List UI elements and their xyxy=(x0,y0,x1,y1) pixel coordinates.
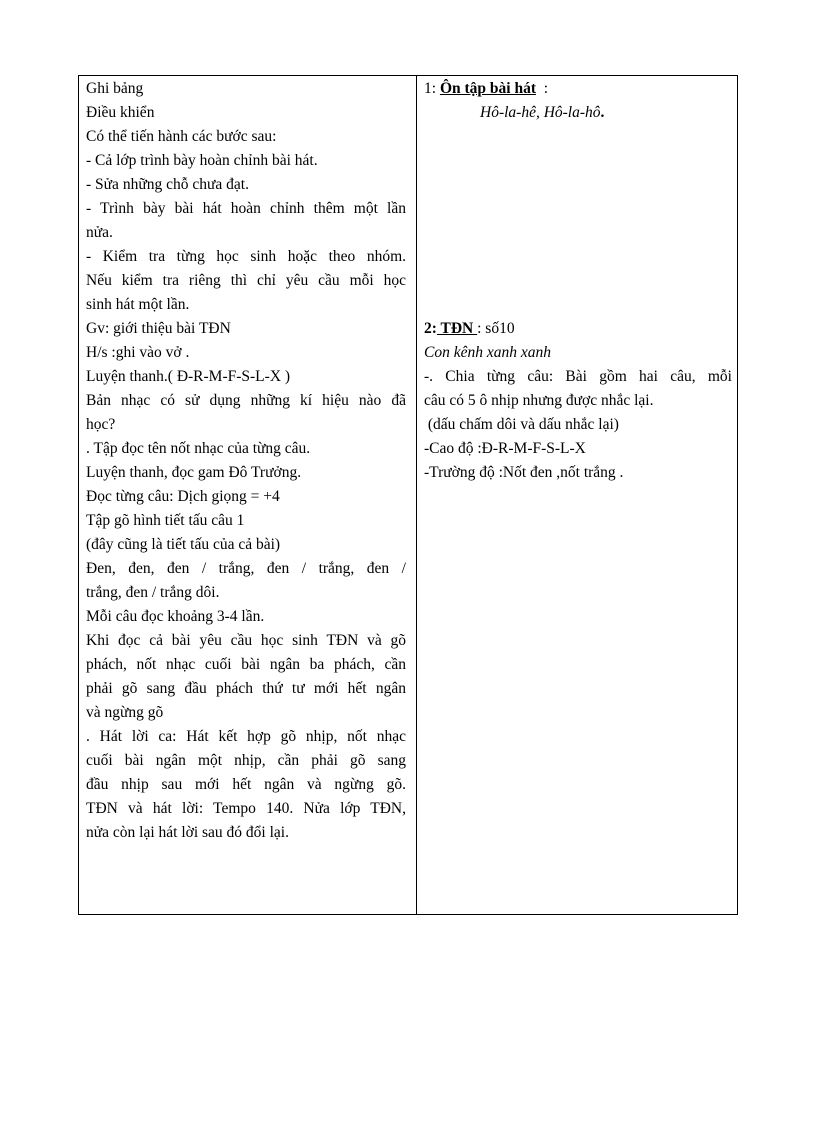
section-2-line-1: -. Chia từng câu: Bài gồm hai câu, mỗi xyxy=(424,368,732,385)
left-line-13: Luyện thanh.( Đ-R-M-F-S-L-X ) xyxy=(86,368,291,385)
left-column xyxy=(86,77,406,845)
section-2-line-3: (dấu chấm dôi và dấu nhắc lại) xyxy=(424,416,619,433)
left-line-5: - Sửa những chỗ chưa đạt. xyxy=(86,176,249,193)
left-line-16: . Tập đọc tên nốt nhạc của từng câu. xyxy=(86,440,311,457)
section-2-line-2: câu có 5 ô nhịp nhưng được nhắc lại. xyxy=(424,392,654,409)
left-line-17: Luyện thanh, đọc gam Đô Trưởng. xyxy=(86,464,302,481)
section-1-separator: : xyxy=(431,80,440,97)
left-line-9: Nếu kiểm tra riêng thì chỉ yêu cầu mỗi học xyxy=(86,272,406,289)
left-line-7: nửa. xyxy=(86,224,113,241)
left-line-4: - Cả lớp trình bày hoàn chỉnh bài hát. xyxy=(86,152,318,169)
left-line-6: - Trình bày bài hát hoàn chỉnh thêm một lần xyxy=(86,200,406,217)
left-line-32: nửa còn lại hát lời sau đó đổi lại. xyxy=(86,824,289,841)
section-1-title: Ôn tập bài hát xyxy=(439,80,536,97)
left-line-24: Khi đọc cả bài yêu cầu học sinh TĐN và gõ xyxy=(86,632,406,649)
left-line-8: - Kiểm tra từng học sinh hoặc theo nhóm. xyxy=(86,248,406,265)
left-line-30: đầu nhịp sau mới hết ngân và ngừng gõ. xyxy=(86,776,406,793)
left-line-21: Đen, đen, đen / trắng, đen / trắng, đen / xyxy=(86,560,406,577)
section-2-number: 2: xyxy=(424,320,437,337)
left-line-1: Ghi bảng xyxy=(86,80,144,97)
lesson-table xyxy=(78,75,738,915)
left-line-12: H/s :ghi vào vở . xyxy=(86,344,190,361)
left-line-3: Có thể tiến hành các bước sau: xyxy=(86,128,277,145)
section-1-song-dot: . xyxy=(600,104,605,121)
left-line-29: cuối bài ngân một nhịp, cần phải gõ sang xyxy=(86,752,406,769)
left-line-26: phải gõ sang đầu phách thứ tư mới hết ngân xyxy=(86,680,406,697)
section-1-song xyxy=(424,101,732,125)
right-spacer xyxy=(424,125,732,317)
left-line-31: TĐN và hát lời: Tempo 140. Nửa lớp TĐN, xyxy=(86,800,406,817)
section-1-heading xyxy=(424,77,732,101)
section-2-line-5: -Trường độ :Nốt đen ,nốt trắng . xyxy=(424,464,624,481)
left-line-15: học? xyxy=(86,416,116,433)
section-2-rest: : số10 xyxy=(477,320,515,337)
left-line-28: . Hát lời ca: Hát kết hợp gõ nhịp, nốt nhạc xyxy=(86,728,406,745)
left-line-18: Đọc từng câu: Dịch giọng = +4 xyxy=(86,488,280,505)
section-2-line-4: -Cao độ :Đ-R-M-F-S-L-X xyxy=(424,440,586,457)
section-2-song: Con kênh xanh xanh xyxy=(424,344,551,361)
left-line-19: Tập gõ hình tiết tấu câu 1 xyxy=(86,512,245,529)
column-divider xyxy=(416,76,417,914)
left-line-10: sinh hát một lần. xyxy=(86,296,190,313)
section-1-number: 1 xyxy=(424,80,432,97)
section-2-heading xyxy=(424,317,732,341)
left-line-14: Bản nhạc có sử dụng những kí hiệu nào đã xyxy=(86,392,406,409)
left-line-25: phách, nốt nhạc cuối bài ngân ba phách, cần xyxy=(86,656,406,673)
section-2-title: TĐN xyxy=(436,320,478,337)
left-line-2: Điều khiển xyxy=(86,104,155,121)
section-1-song-title: Hô-la-hê, Hô-la-hô xyxy=(480,104,601,121)
section-1-colon: : xyxy=(535,80,549,97)
left-line-22: trắng, đen / trắng dôi. xyxy=(86,584,220,601)
left-line-11: Gv: giới thiệu bài TĐN xyxy=(86,320,231,337)
left-line-20: (đây cũng là tiết tấu của cả bài) xyxy=(86,536,281,553)
left-line-23: Mỗi câu đọc khoảng 3-4 lần. xyxy=(86,608,265,625)
right-column xyxy=(424,77,732,485)
left-line-27: và ngừng gõ xyxy=(86,704,164,721)
